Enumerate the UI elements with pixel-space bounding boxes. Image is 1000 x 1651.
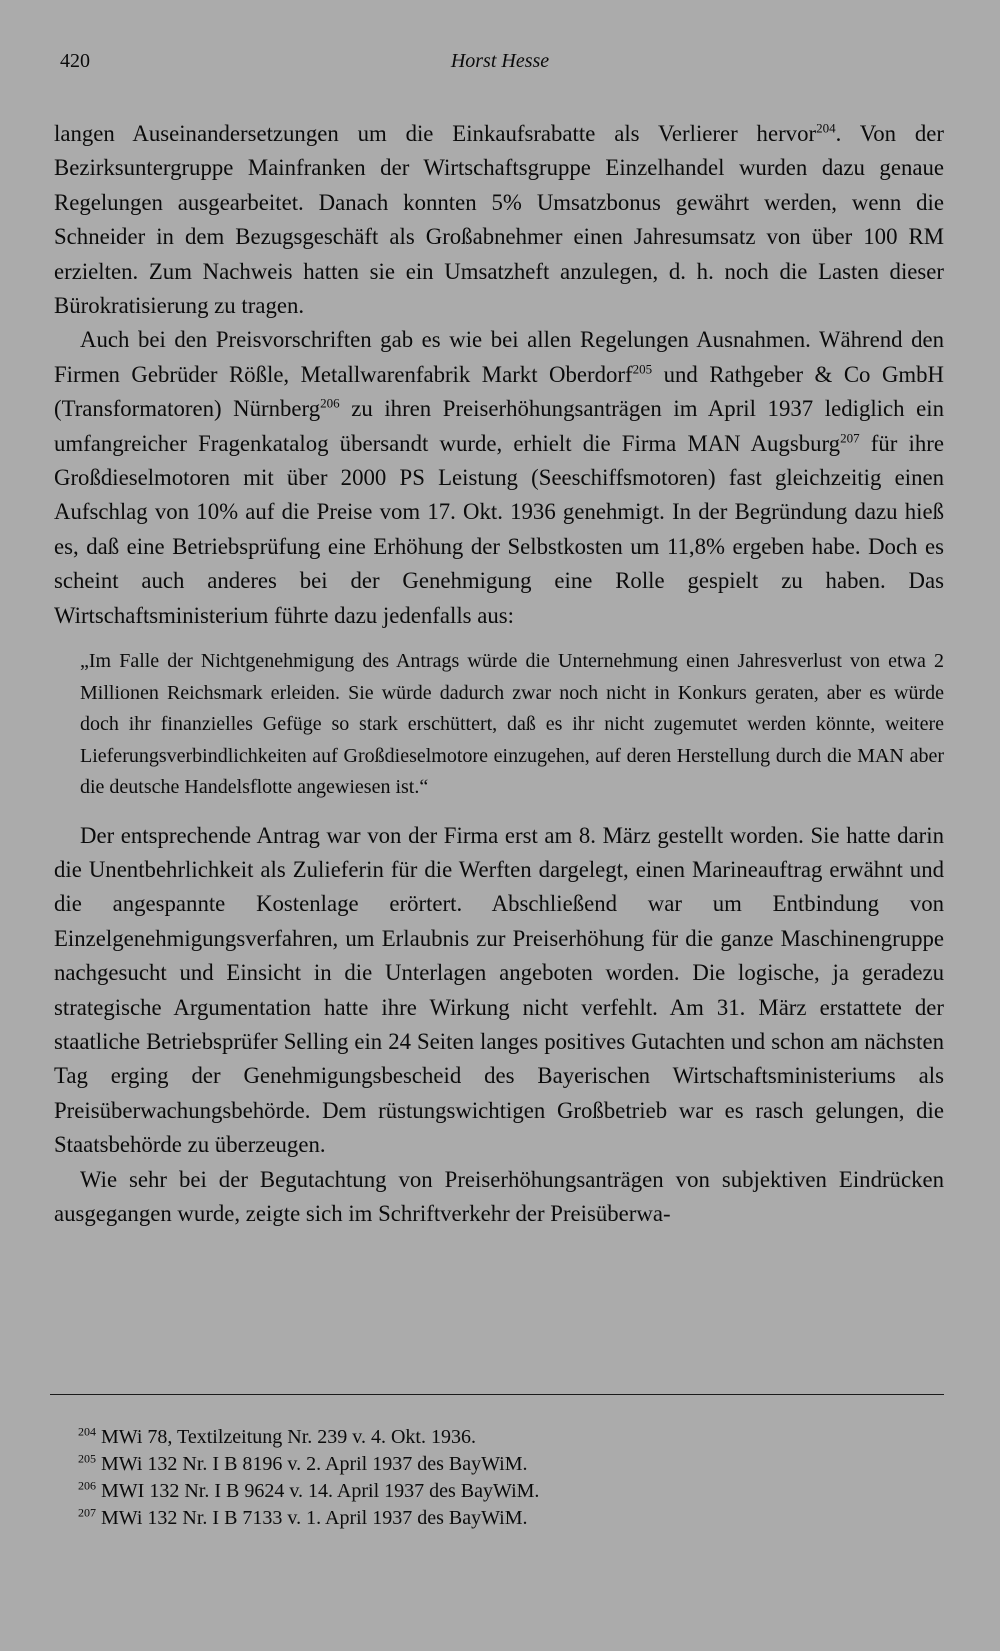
paragraph-4: Wie sehr bei der Begutachtung von Preiserhöhungsanträgen von subjektiven Eindrücken ausgegangen wurde, zeigte sich im Schriftverkehr der Preisüberwa-	[54, 1166, 944, 1227]
page-number: 420	[60, 50, 90, 72]
footnote-ref-207: 207	[840, 430, 860, 446]
footnote-ref-206: 206	[320, 395, 340, 411]
footnote-rule	[50, 1394, 944, 1395]
quote-text: „Im Falle der Nichtgenehmigung des Antrags würde die Unternehmung einen Jahresverlust von etwa 2 Millionen Reichsmark erleiden. Sie würde dadurch zwar noch nicht in Konkurs geraten, aber es würde doch ihr finanzielles Gefüge so stark erschüttert, daß es ihr nicht zugemutet werden könnte, weitere Lieferungsverbindlichkeiten auf Großdieselmotore einzugehen, auf deren Herstellung durch die MAN aber die deutsche Handelsflotte angewiesen ist.“	[80, 650, 944, 799]
footnote-204: $^{204}$ MWi 78, Textilzeitung Nr. 239 v. 4. Okt. 1936.	[78, 1424, 476, 1448]
footnote-207: $^{207}$ MWi 132 Nr. I B 7133 v. 1. April 1937 des BayWiM.	[78, 1505, 528, 1529]
body-text	[54, 117, 944, 1231]
footnote-205: $^{205}$ MWi 132 Nr. I B 8196 v. 2. April 1937 des BayWiM.	[78, 1451, 528, 1475]
paragraph-3: Der entsprechende Antrag war von der Firma erst am 8. März gestellt worden. Sie hatte darin die Unentbehrlichkeit als Zulieferin für die Werften dargelegt, einen Marineauftrag erwähnt und die angespannte Kostenlage erörtert. Abschließend war um Entbindung von Einzelgenehmigungsverfahren, um Erlaubnis zur Preiserhöhung für die ganze Maschinengruppe nachgesucht und Einsicht in die Unterlagen angeboten worden. Die logische, ja geradezu strategische Argumentation hatte ihre Wirkung nicht verfehlt. Am 31. März erstattete der staatliche Betriebsprüfer Selling ein 24 Seiten langes positives Gutachten und schon am nächsten Tag erging der Genehmigungsbescheid des Bayerischen Wirtschaftsministeriums als Preisüberwachungsbehörde. Dem rüstungswichtigen Großbetrieb war es rasch gelungen, die Staatsbehörde zu überzeugen.	[54, 822, 944, 1158]
page-header	[60, 50, 940, 80]
paragraph-2: Auch bei den Preisvorschriften gab es wie bei allen Regelungen Ausnahmen. Während den Firmen Gebrüder Rößle, Metallwarenfabrik Markt Oberdorf$^{205}$ und Rathgeber & Co GmbH (Transformatoren) Nürnberg$^{206}$ zu ihren Preiserhöhungsanträgen im April 1937 lediglich ein umfangreicher Fragenkatalog übersandt wurde, erhielt die Firma MAN Augsburg$^{207}$ für ihre Großdieselmotoren mit über 2000 PS Leistung (Seeschiffsmotoren) fast gleichzeitig einen Aufschlag von 10% auf die Preise vom 17. Okt. 1936 genehmigt. In der Begründung dazu hieß es, daß eine Betriebsprüfung eine Erhöhung der Selbstkosten um 11,8% ergeben habe. Doch es scheint auch anderes bei der Genehmigung eine Rolle gespielt zu haben. Das Wirtschaftsministerium führte dazu jedenfalls aus:	[54, 327, 944, 628]
footnotes	[78, 1424, 938, 1532]
paragraph-1: langen Auseinandersetzungen um die Einkaufsrabatte als Verlierer hervor$^{204}$. Von der Bezirksuntergruppe Mainfranken der Wirtschaftsgruppe Einzelhandel wurden dazu genaue Regelungen ausgearbeitet. Danach konnten 5% Umsatzbonus gewährt werden, wenn die Schneider in dem Bezugsgeschäft als Großabnehmer einen Jahresumsatz von über 100 RM erzielten. Zum Nachweis hatten sie ein Umsatzheft anzulegen, d. h. noch die Lasten dieser Bürokratisierung zu tragen.	[54, 120, 944, 319]
footnote-206: $^{206}$ MWI 132 Nr. I B 9624 v. 14. April 1937 des BayWiM.	[78, 1478, 540, 1502]
footnote-ref-205: 205	[632, 361, 653, 377]
footnote-ref-204: 204	[816, 120, 836, 136]
running-head: Horst Hesse	[450, 50, 550, 72]
block-quote	[54, 646, 944, 804]
